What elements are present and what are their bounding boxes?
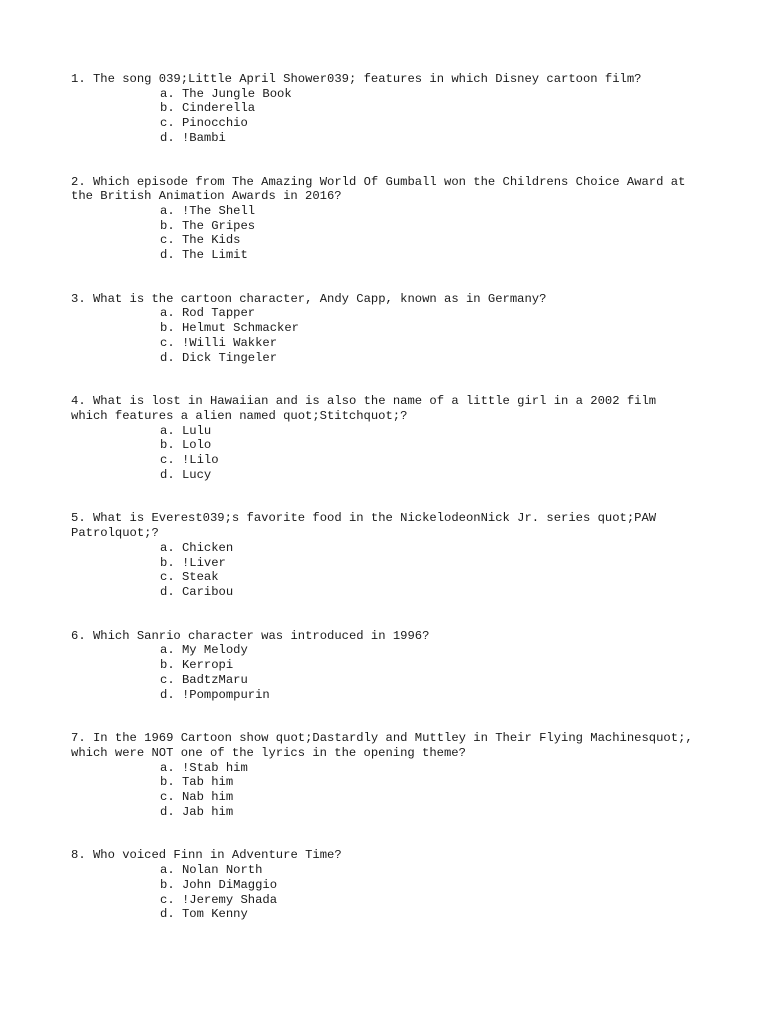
option-text: Rod Tapper bbox=[181, 306, 256, 321]
quiz-document bbox=[71, 72, 701, 951]
option-letter: c. bbox=[160, 570, 175, 585]
option-text: Helmut Schmacker bbox=[181, 321, 299, 336]
option-text: Nab him bbox=[181, 790, 234, 805]
answer-option bbox=[71, 585, 696, 600]
question-prompt: What is lost in Hawaiian and is also the name of a little girl in a 2002 film which features a alien named quot;Stitchquot;? bbox=[71, 394, 664, 423]
option-text: Caribou bbox=[181, 584, 234, 599]
question-prompt: Which Sanrio character was introduced in 1996? bbox=[92, 628, 430, 643]
option-text: !Willi Wakker bbox=[181, 335, 278, 350]
answer-option bbox=[71, 805, 696, 820]
question-number: 4. bbox=[71, 394, 86, 409]
question-text bbox=[71, 629, 696, 644]
option-text: Kerropi bbox=[181, 658, 234, 673]
question-number: 2. bbox=[71, 174, 86, 189]
question-text bbox=[71, 731, 701, 760]
option-letter: b. bbox=[160, 321, 175, 336]
answer-options bbox=[71, 306, 696, 365]
option-text: Pinocchio bbox=[181, 116, 248, 131]
answer-option bbox=[71, 893, 696, 908]
option-letter: b. bbox=[160, 658, 175, 673]
answer-options bbox=[71, 204, 696, 263]
question-prompt: What is Everest039;s favorite food in the NickelodeonNick Jr. series quot;PAW Patrolquot;? bbox=[71, 511, 664, 541]
option-text: !Stab him bbox=[181, 760, 248, 775]
question-prompt: Which episode from The Amazing World Of Gumball won the Childrens Choice Award at the British Animation Awards in 2016? bbox=[71, 174, 693, 204]
option-letter: d. bbox=[160, 687, 175, 702]
answer-option bbox=[71, 321, 696, 336]
option-letter: a. bbox=[160, 423, 175, 438]
answer-options bbox=[71, 863, 696, 922]
option-text: !Liver bbox=[181, 555, 226, 570]
answer-option bbox=[71, 204, 696, 219]
option-text: Tab him bbox=[181, 775, 234, 790]
option-letter: b. bbox=[160, 101, 175, 116]
option-letter: b. bbox=[160, 877, 175, 892]
option-letter: a. bbox=[160, 203, 175, 218]
answer-options bbox=[71, 761, 696, 820]
answer-option bbox=[71, 643, 696, 658]
option-text: !Bambi bbox=[181, 130, 226, 145]
option-text: The Kids bbox=[181, 233, 241, 248]
answer-option bbox=[71, 878, 696, 893]
option-letter: d. bbox=[160, 130, 175, 145]
answer-options bbox=[71, 424, 696, 483]
answer-option bbox=[71, 468, 696, 483]
question-text bbox=[71, 175, 696, 204]
option-text: The Jungle Book bbox=[181, 86, 292, 101]
option-text: Lolo bbox=[181, 438, 212, 453]
question-number: 7. bbox=[71, 731, 86, 746]
question-block bbox=[71, 175, 696, 263]
question-block bbox=[71, 511, 696, 599]
option-letter: b. bbox=[160, 555, 175, 570]
question-text bbox=[71, 72, 696, 87]
question-number: 1. bbox=[71, 72, 86, 86]
answer-option bbox=[71, 424, 696, 439]
answer-option bbox=[71, 863, 696, 878]
question-block bbox=[71, 394, 696, 482]
question-number: 3. bbox=[71, 291, 86, 306]
option-letter: a. bbox=[160, 306, 175, 321]
question-block bbox=[71, 72, 696, 146]
option-letter: d. bbox=[160, 584, 175, 599]
option-text: John DiMaggio bbox=[181, 877, 278, 892]
answer-option bbox=[71, 761, 696, 776]
answer-option bbox=[71, 438, 696, 453]
question-prompt: What is the cartoon character, Andy Capp, known as in Germany? bbox=[92, 291, 547, 306]
question-number: 8. bbox=[71, 848, 86, 863]
option-letter: b. bbox=[160, 218, 175, 233]
answer-option bbox=[71, 248, 696, 263]
answer-option bbox=[71, 673, 696, 688]
option-text: The Limit bbox=[181, 248, 248, 263]
option-letter: a. bbox=[160, 760, 175, 775]
answer-option bbox=[71, 790, 696, 805]
option-text: Nolan North bbox=[181, 863, 263, 878]
answer-options bbox=[71, 643, 696, 702]
option-text: Lucy bbox=[181, 467, 212, 482]
option-letter: c. bbox=[160, 453, 175, 468]
option-letter: c. bbox=[160, 672, 175, 687]
question-block bbox=[71, 629, 696, 703]
question-block bbox=[71, 731, 701, 819]
option-letter: d. bbox=[160, 907, 175, 922]
answer-option bbox=[71, 306, 696, 321]
question-number: 6. bbox=[71, 628, 86, 643]
option-text: Lulu bbox=[181, 423, 212, 438]
question-text bbox=[71, 292, 696, 307]
question-text bbox=[71, 511, 696, 540]
answer-option bbox=[71, 570, 696, 585]
option-letter: c. bbox=[160, 233, 175, 248]
option-letter: d. bbox=[160, 467, 175, 482]
answer-option bbox=[71, 541, 696, 556]
option-text: Dick Tingeler bbox=[181, 350, 278, 365]
option-text: !Lilo bbox=[181, 453, 219, 468]
answer-option bbox=[71, 131, 696, 146]
option-text: Jab him bbox=[181, 804, 234, 819]
option-letter: b. bbox=[160, 438, 175, 453]
answer-option bbox=[71, 116, 696, 131]
option-letter: a. bbox=[160, 863, 175, 878]
option-letter: d. bbox=[160, 350, 175, 365]
option-letter: d. bbox=[160, 248, 175, 263]
answer-option bbox=[71, 453, 696, 468]
option-text: !Jeremy Shada bbox=[181, 892, 278, 907]
answer-options bbox=[71, 541, 696, 600]
option-letter: c. bbox=[160, 116, 175, 131]
answer-option bbox=[71, 87, 696, 102]
option-text: !The Shell bbox=[181, 203, 256, 218]
answer-option bbox=[71, 775, 696, 790]
answer-option bbox=[71, 336, 696, 351]
option-letter: b. bbox=[160, 775, 175, 790]
option-text: Tom Kenny bbox=[181, 907, 248, 922]
option-letter: a. bbox=[160, 540, 175, 555]
option-text: The Gripes bbox=[181, 218, 256, 233]
option-text: Chicken bbox=[181, 540, 234, 555]
answer-option bbox=[71, 219, 696, 234]
option-text: !Pompompurin bbox=[181, 687, 270, 702]
question-prompt: Who voiced Finn in Adventure Time? bbox=[92, 848, 342, 863]
option-text: BadtzMaru bbox=[181, 672, 248, 687]
answer-option bbox=[71, 907, 696, 922]
answer-option bbox=[71, 556, 696, 571]
question-prompt: The song 039;Little April Shower039; features in which Disney cartoon film? bbox=[92, 72, 642, 86]
answer-option bbox=[71, 351, 696, 366]
option-letter: d. bbox=[160, 804, 175, 819]
option-letter: c. bbox=[160, 335, 175, 350]
option-text: My Melody bbox=[181, 643, 248, 658]
option-letter: c. bbox=[160, 790, 175, 805]
question-text bbox=[71, 848, 696, 863]
question-block bbox=[71, 292, 696, 366]
answer-option bbox=[71, 233, 696, 248]
question-prompt: In the 1969 Cartoon show quot;Dastardly and Muttley in Their Flying Machinesquot;, which were NOT one of the lyrics in the opening theme? bbox=[71, 731, 701, 760]
answer-option bbox=[71, 688, 696, 703]
option-letter: a. bbox=[160, 643, 175, 658]
answer-option bbox=[71, 101, 696, 116]
option-letter: a. bbox=[160, 86, 175, 101]
question-block bbox=[71, 848, 696, 922]
option-text: Steak bbox=[181, 570, 219, 585]
question-number: 5. bbox=[71, 511, 86, 526]
option-text: Cinderella bbox=[181, 101, 256, 116]
option-letter: c. bbox=[160, 892, 175, 907]
answer-options bbox=[71, 87, 696, 146]
question-text bbox=[71, 394, 696, 423]
answer-option bbox=[71, 658, 696, 673]
